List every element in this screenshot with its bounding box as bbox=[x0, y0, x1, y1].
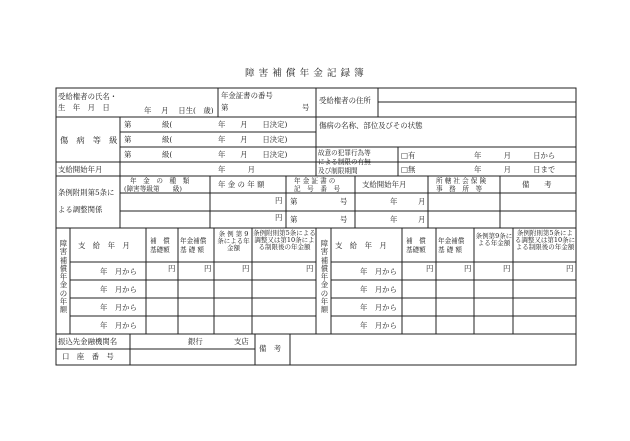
ledger-h-base-right-1: 補 償 bbox=[406, 237, 426, 245]
ledger-h-month-right: 支 給 年 月 bbox=[335, 241, 387, 250]
adjust-h-office-line2: 事 務 所 等 bbox=[436, 185, 483, 193]
address-label: 受給権者の住所 bbox=[319, 96, 371, 105]
ledger-h-pension-right-2: 基 礎 額 bbox=[438, 246, 462, 254]
adjust-h-kind-line1: 年 金 の 種 類 bbox=[130, 177, 190, 185]
form-title: 障 害 補 償 年 金 記 録 簿 bbox=[245, 68, 365, 79]
adjust-row1-dai: 第 bbox=[290, 197, 298, 206]
ledger-right-yen-base: 円 bbox=[426, 264, 434, 273]
ledger-right-yen-pension: 円 bbox=[464, 264, 472, 273]
grade-row2-dai: 第 bbox=[124, 135, 132, 144]
ledger-right-row3-from: 年 月から bbox=[360, 303, 397, 312]
ledger-left-row1-from: 年 月から bbox=[100, 267, 137, 276]
ledger-left-yen-art5: 円 bbox=[306, 264, 314, 273]
adjust-row1-go: 号 bbox=[340, 197, 348, 206]
start-date-field: 年 月 bbox=[218, 165, 255, 174]
ledger-h-base-left-1: 補 償 bbox=[150, 237, 170, 245]
adjust-row2-tsuki: 月 bbox=[418, 215, 426, 224]
bank-remarks-label: 備 考 bbox=[259, 344, 282, 353]
grade-row2-kyu: 級( bbox=[162, 135, 173, 144]
grade-row3-date: 年 月 日決定) bbox=[218, 150, 288, 159]
crime-yes-checkbox[interactable]: □有 bbox=[401, 151, 416, 160]
ledger-h-base-right-2: 基礎額 bbox=[406, 246, 426, 254]
bank-word: 銀行 bbox=[188, 337, 203, 346]
ledger-left-row4-from: 年 月から bbox=[100, 321, 137, 330]
ledger-right-row4-from: 年 月から bbox=[360, 321, 397, 330]
grade-row1-date: 年 月 日決定) bbox=[218, 120, 288, 129]
adjust-row2-dai: 第 bbox=[290, 215, 298, 224]
ledger-h-month-left: 支 給 年 月 bbox=[78, 241, 130, 250]
adjust-label-line1: 条例附則第5条に bbox=[58, 188, 115, 197]
ledger-left-yen-pension: 円 bbox=[204, 264, 212, 273]
name-label-line2: 生 年 月 日 bbox=[58, 103, 110, 112]
adjust-h-amount: 年 金 の 年 額 bbox=[218, 180, 265, 189]
adjust-row1-tsuki: 月 bbox=[418, 197, 426, 206]
ledger-left-yen-art9: 円 bbox=[242, 264, 250, 273]
account-number-label: 口 座 番 号 bbox=[62, 352, 114, 361]
ledger-right-row2-from: 年 月から bbox=[360, 285, 397, 294]
adjust-row1-yen: 円 bbox=[275, 196, 283, 205]
ledger-h-base-left-2: 基礎額 bbox=[150, 246, 170, 254]
ledger-h-pension-left-2: 基 礎 額 bbox=[180, 246, 204, 254]
grade-row3-dai: 第 bbox=[124, 150, 132, 159]
cert-go: 号 bbox=[302, 103, 310, 112]
birth-date-field: 年 月 日生( 歳) bbox=[144, 106, 214, 115]
bank-inst-label: 振込先金融機関名 bbox=[58, 337, 118, 346]
ledger-side-label-left: 障害補償年金の年額 bbox=[59, 239, 68, 315]
crime-label-line2: による制限の有無 bbox=[318, 158, 371, 166]
cert-number-label: 年金証書の番号 bbox=[221, 91, 273, 100]
adjust-h-remarks: 備 考 bbox=[522, 180, 552, 189]
adjust-row1-nen: 年 bbox=[390, 197, 398, 206]
adjust-h-cert-line2: 記 号 番 号 bbox=[294, 185, 341, 193]
ledger-h-pension-left-1: 年金補償 bbox=[180, 237, 207, 245]
cert-dai: 第 bbox=[221, 103, 229, 112]
ledger-left-row2-from: 年 月から bbox=[100, 285, 137, 294]
injury-label: 傷病の名称、部位及びその状態 bbox=[319, 121, 423, 130]
adjust-h-office-line1: 所 轄 社 会 保 険 bbox=[436, 177, 487, 185]
grade-label: 傷 病 等 級 bbox=[60, 135, 118, 145]
crime-from-date: 年 月 日から bbox=[474, 151, 556, 160]
ledger-h-art9-right: 条例第9条による年金額 bbox=[475, 232, 513, 248]
ledger-h-pension-right-1: 年金補償 bbox=[438, 237, 465, 245]
start-label: 支給開始年月 bbox=[58, 165, 103, 174]
grade-row2-date: 年 月 日決定) bbox=[218, 135, 288, 144]
grade-row1-kyu: 級( bbox=[162, 120, 173, 129]
grade-row3-kyu: 級( bbox=[162, 150, 173, 159]
crime-to-date: 年 月 日まで bbox=[474, 165, 556, 174]
adjust-h-cert-line1: 年 金 証 書 の bbox=[294, 177, 336, 185]
crime-no-checkbox[interactable]: □無 bbox=[401, 165, 416, 174]
adjust-h-start: 支給開始年月 bbox=[362, 180, 407, 189]
ledger-h-art5-right: 条例附則第5条による調整又は第10条による制限後の年金額 bbox=[514, 229, 576, 252]
adjust-row2-go: 号 bbox=[340, 215, 348, 224]
adjust-row2-nen: 年 bbox=[390, 215, 398, 224]
ledger-h-art5-left: 条例附則第5条による調整又は第10条による制限後の年金額 bbox=[253, 229, 316, 252]
ledger-right-yen-art9: 円 bbox=[503, 264, 511, 273]
ledger-h-art9-left: 条 例 第 9 条による年金額 bbox=[217, 230, 250, 253]
name-label-line1: 受給権者の氏名・ bbox=[58, 92, 118, 101]
crime-label-line3: 及び制限期間 bbox=[318, 167, 358, 175]
adjust-h-kind-line2: (障害等級第 級) bbox=[124, 185, 182, 193]
grade-row1-dai: 第 bbox=[124, 120, 132, 129]
ledger-side-label-right: 障害補償年金の年額 bbox=[320, 239, 329, 315]
crime-label-line1: 故意の犯罪行為等 bbox=[318, 149, 371, 157]
adjust-label-line2: よる調整関係 bbox=[58, 205, 103, 214]
ledger-left-yen-base: 円 bbox=[168, 264, 176, 273]
ledger-right-yen-art5: 円 bbox=[566, 264, 574, 273]
adjust-row2-yen: 円 bbox=[275, 213, 283, 222]
ledger-right-row1-from: 年 月から bbox=[360, 267, 397, 276]
branch-word: 支店 bbox=[234, 337, 249, 346]
ledger-left-row3-from: 年 月から bbox=[100, 303, 137, 312]
